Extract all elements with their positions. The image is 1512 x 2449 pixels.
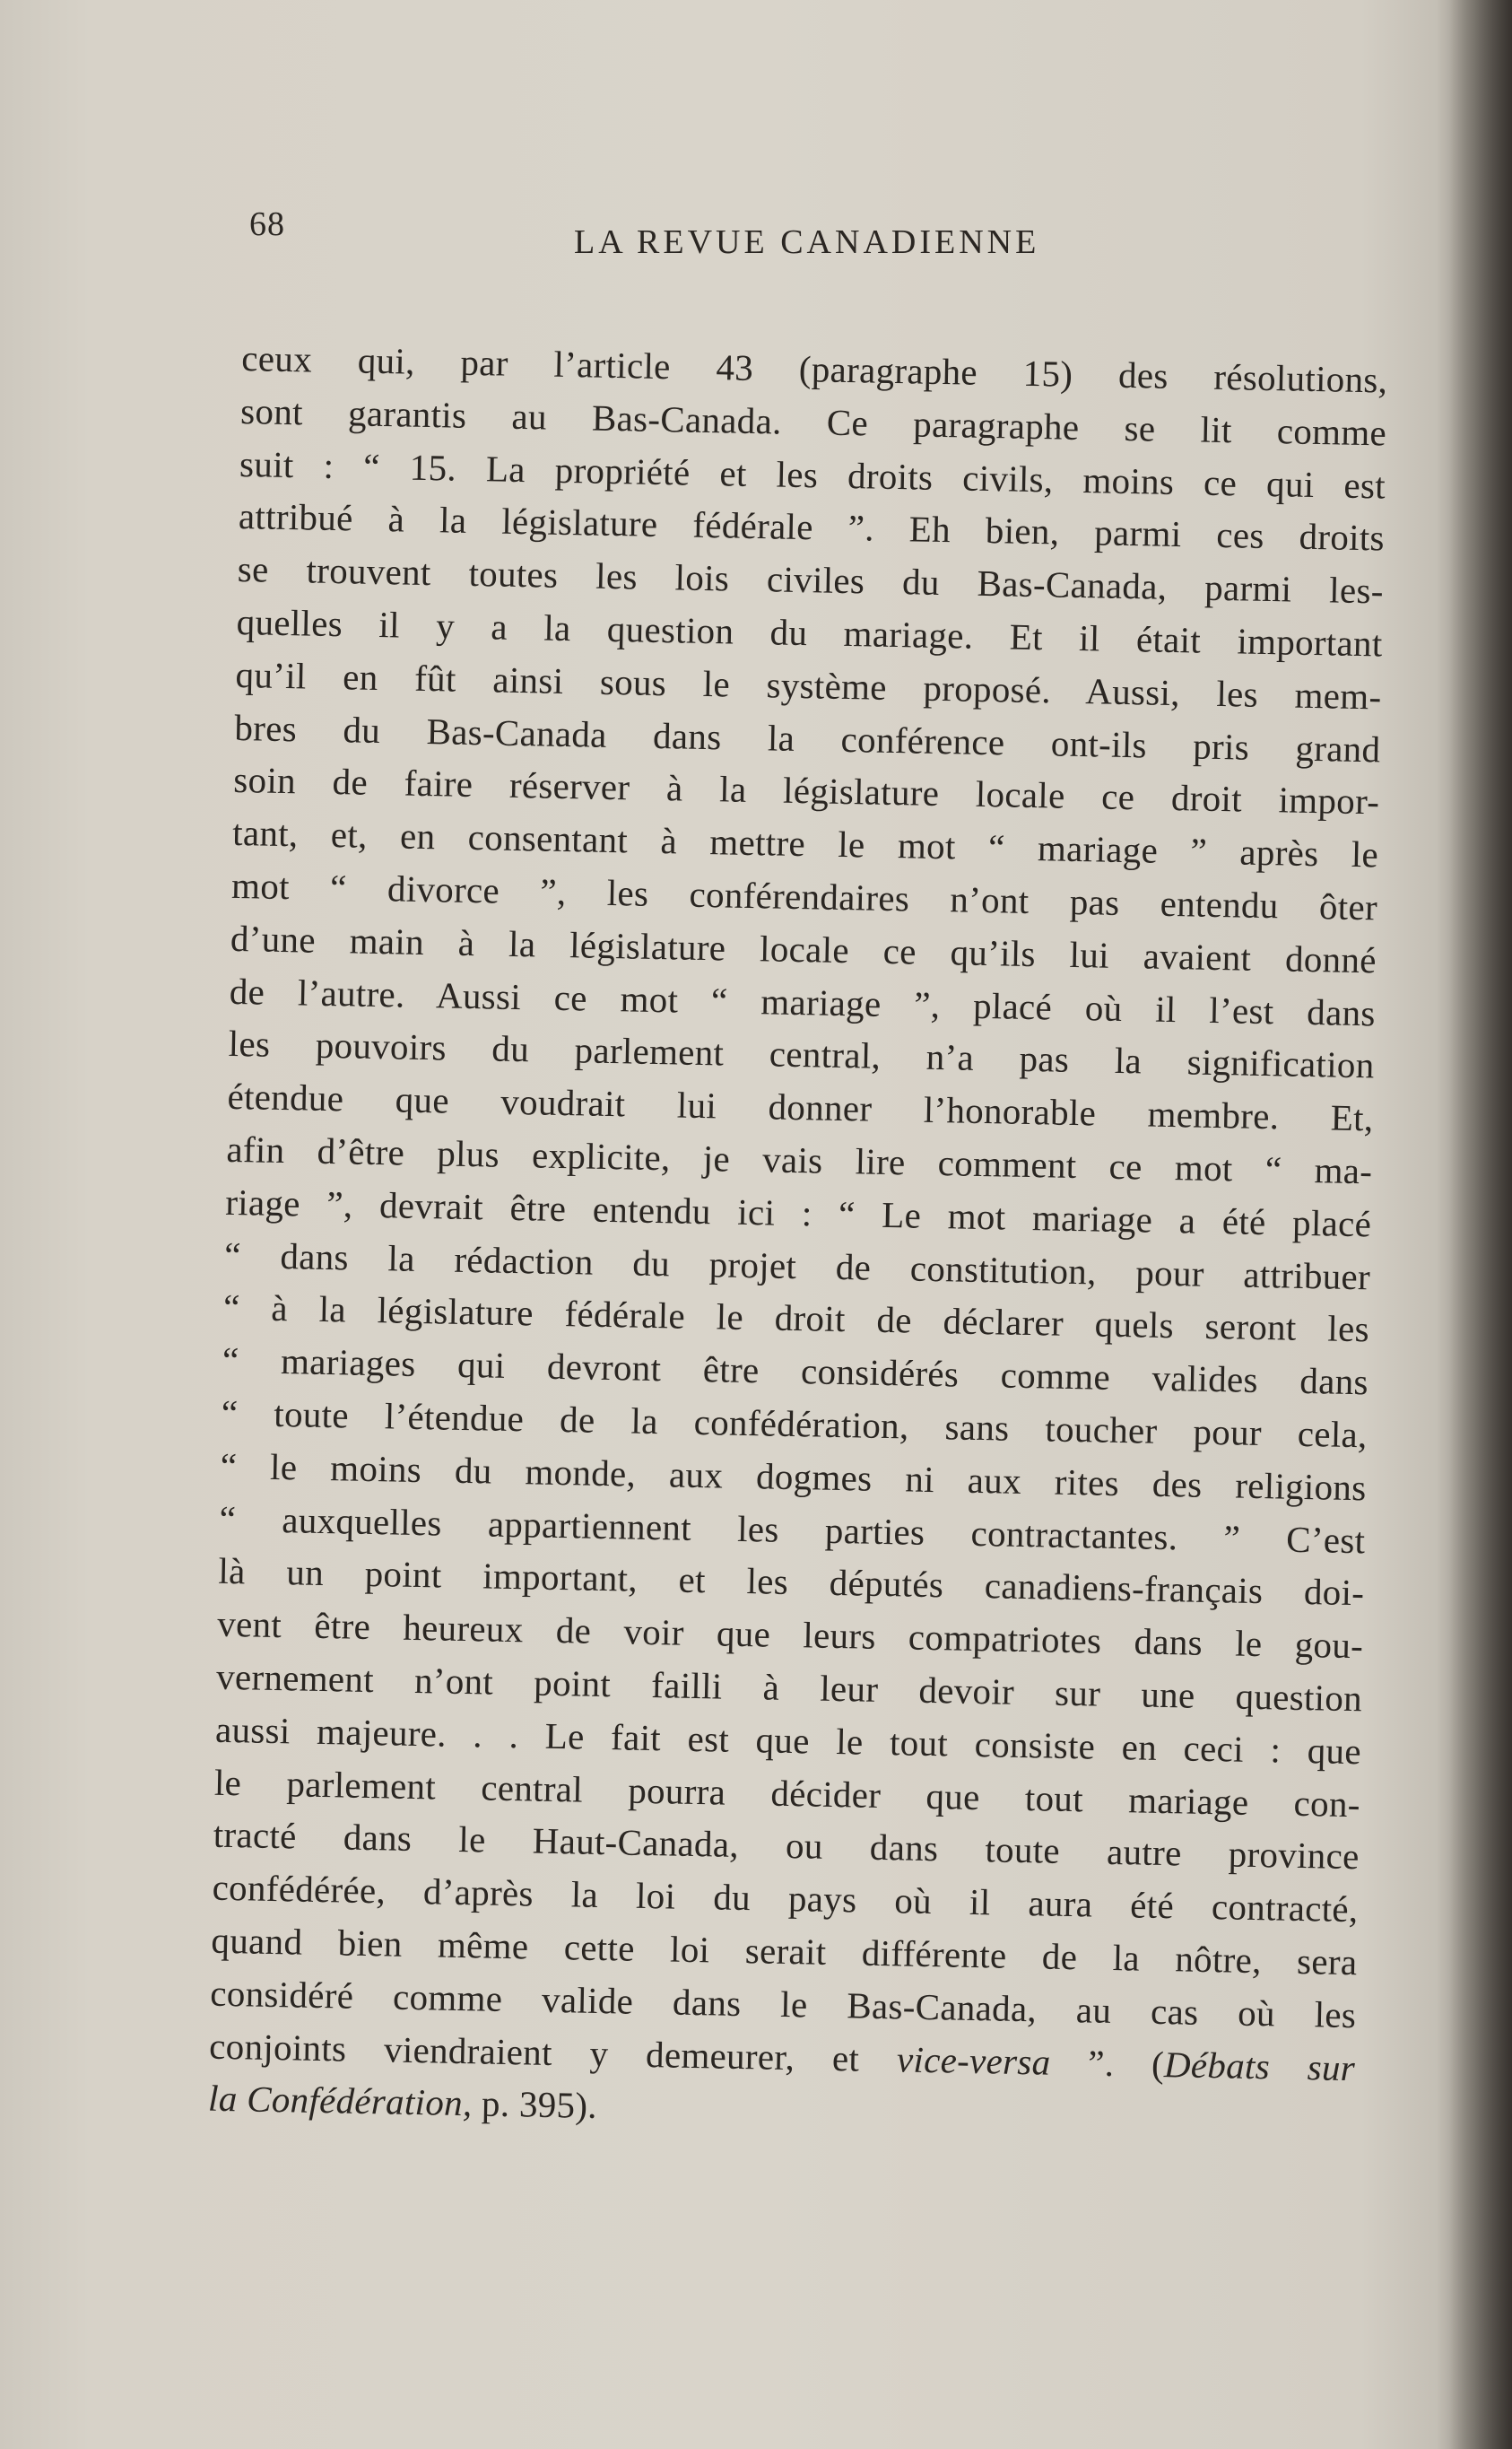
text-segment: se trouvent toutes les lois civiles du Bas-Canada, parmi les- [237, 548, 1385, 612]
text-segment: les pouvoirs du parlement central, n’a pas la signification [228, 1023, 1375, 1086]
running-title: LA REVUE CANADIENNE [574, 223, 1040, 261]
text-segment: ”. ( [1050, 2041, 1165, 2085]
text-segment: d’une main à la législature locale ce qu’ils lui avaient donné [230, 917, 1377, 981]
text-segment: vernement n’ont point failli à leur devoir sur une question [215, 1655, 1363, 1720]
binding-edge-shadow [1449, 0, 1512, 2449]
text-segment: “ mariages qui devront être considérés comme valides dans [222, 1338, 1369, 1403]
text-segment: considéré comme valide dans le Bas-Canada, au cas où les [210, 1972, 1357, 2035]
text-segment: mot “ divorce ”, les conférendaires n’ont pas entendu ôter [230, 864, 1378, 928]
text-segment: afin d’être plus explicite, je vais lire comment ce mot “ ma- [226, 1128, 1373, 1192]
text-segment: “ dans la rédaction du projet de constitution, pour attribuer [223, 1233, 1371, 1297]
text-segment: conjoints viendraient y demeurer, et [208, 2025, 898, 2079]
text-segment: p. 395). [472, 2082, 598, 2127]
text-segment: le parlement central pourra décider que tout mariage con- [213, 1761, 1361, 1825]
text-segment: confédérée, d’après la loi du pays où il aura été contracté, [212, 1866, 1359, 1930]
text-segment: “ le moins du monde, aux dogmes ni aux rites des religions [220, 1444, 1367, 1509]
text-segment: “ auxquelles appartiennent les parties contractantes. ” C’est [219, 1497, 1366, 1561]
text-segment: de l’autre. Aussi ce mot “ mariage ”, placé où il l’est dans [229, 970, 1377, 1033]
text-segment: “ toute l’étendue de la confédération, sans toucher pour cela, [221, 1391, 1369, 1456]
text-segment: suit : “ 15. La propriété et les droits civils, moins ce qui est [239, 442, 1386, 507]
text-segment: riage ”, devrait être entendu ici : “ Le mot mariage a été placé [224, 1181, 1372, 1245]
text-segment: qu’il en fût ainsi sous le système proposé. Aussi, les mem- [235, 653, 1382, 718]
text-segment: Débats sur [1163, 2043, 1356, 2088]
text-segment: ceux qui, par l’article 43 (paragraphe 15) des résolutions, [241, 336, 1388, 401]
text-segment: sont garantis au Bas-Canada. Ce paragraphe se lit comme [239, 389, 1387, 454]
text-segment: aussi majeure. . . Le fait est que le tout consiste en ceci : que [214, 1708, 1362, 1772]
body-text [208, 332, 1388, 2147]
text-segment: quelles il y a la question du mariage. Et il était important [236, 600, 1384, 665]
text-segment: tant, et, en consentant à mettre le mot “ mariage ” après le [231, 812, 1379, 876]
text-segment: vent être heureux de voir que leurs compatriotes dans le gou- [216, 1602, 1364, 1667]
text-segment: bres du Bas-Canada dans la conférence ont-ils pris grand [234, 706, 1381, 771]
text-segment: soin de faire réserver à la législature locale ce droit impor- [232, 759, 1380, 823]
text-segment: la Confédération, [207, 2077, 473, 2124]
text-segment: étendue que voudrait lui donner l’honorable membre. Et, [227, 1076, 1374, 1139]
text-segment: là un point important, et les députés canadiens-français doi- [218, 1550, 1365, 1614]
text-segment: quand bien même cette loi serait différente de la nôtre, sera [211, 1919, 1358, 1983]
text-segment: “ à la législature fédérale le droit de déclarer quels seront les [222, 1286, 1370, 1350]
text-segment: attribué à la législature fédérale ”. Eh bien, parmi ces droits [238, 495, 1386, 559]
text-segment: tracté dans le Haut-Canada, ou dans toute autre province [213, 1814, 1360, 1878]
text-segment: vice-versa [896, 2037, 1051, 2083]
page-number: 68 [249, 205, 285, 243]
